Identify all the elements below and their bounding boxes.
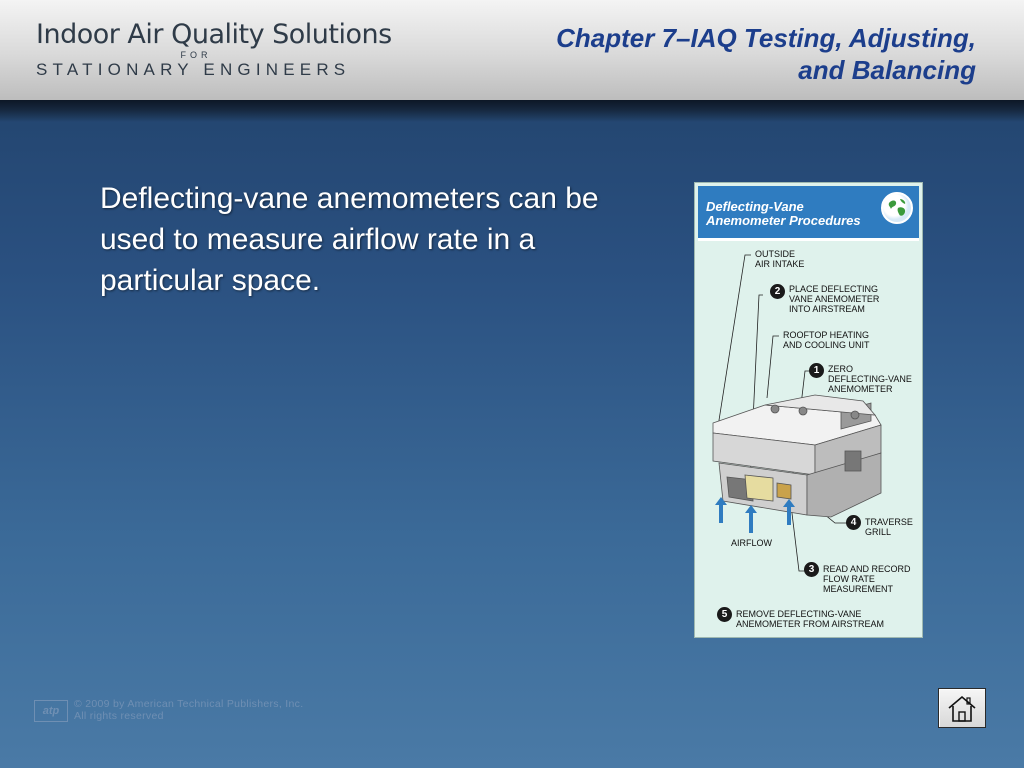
brand-logo	[36, 19, 392, 80]
label-step-2	[789, 284, 879, 314]
label-step5-line1: REMOVE DEFLECTING-VANE	[736, 609, 862, 619]
header-banner	[0, 0, 1024, 100]
label-step3-line1: READ AND RECORD	[823, 564, 911, 574]
slide-body-text: Deflecting-vane anemometers can be used to measure airflow rate in a particular space.	[100, 182, 599, 297]
label-rooftop-line2: AND COOLING UNIT	[783, 340, 870, 350]
home-button[interactable]	[938, 688, 986, 728]
label-step2-line3: INTO AIRSTREAM	[789, 304, 865, 314]
label-airflow: AIRFLOW	[731, 538, 773, 548]
label-step4-line2: GRILL	[865, 527, 892, 537]
label-step-3	[823, 564, 911, 594]
copyright-line2: All rights reserved	[74, 710, 164, 722]
step-4-badge: 4	[846, 515, 861, 530]
logo-subtitle: STATIONARY ENGINEERS	[36, 60, 351, 79]
label-step4-line1: TRAVERSE	[865, 517, 913, 527]
label-rooftop-line1: ROOFTOP HEATING	[783, 330, 870, 340]
publisher-logo: atp	[34, 700, 68, 722]
step-3-badge: 3	[804, 562, 819, 577]
figure-title-line1: Deflecting-Vane	[706, 199, 804, 214]
copyright-notice	[74, 698, 303, 722]
chapter-title-line2: and Balancing	[798, 55, 976, 85]
chapter-title-line1: Chapter 7–IAQ Testing, Adjusting,	[556, 23, 976, 53]
logo-for: FOR	[180, 50, 212, 60]
label-step1-line2: DEFLECTING-VANE	[828, 374, 912, 384]
label-step2-line2: VANE ANEMOMETER	[789, 294, 880, 304]
step-1-badge: 1	[809, 363, 824, 378]
label-step1-line3: ANEMOMETER	[828, 384, 893, 394]
label-step3-line3: MEASUREMENT	[823, 584, 894, 594]
label-outside-air-intake	[755, 249, 804, 269]
figure-title-line2: Anemometer Procedures	[706, 213, 861, 228]
label-outside-air-line1: OUTSIDE	[755, 249, 796, 259]
label-step-4	[865, 517, 913, 537]
step-2-badge: 2	[770, 284, 785, 299]
label-step2-line1: PLACE DEFLECTING	[789, 284, 879, 294]
label-step1-line1: ZERO	[828, 364, 854, 374]
anemometer-procedure-figure	[694, 182, 923, 638]
chapter-title	[456, 22, 976, 86]
label-rooftop-unit	[783, 330, 870, 350]
home-icon	[939, 689, 985, 727]
copyright-line1: © 2009 by American Technical Publishers, Inc.	[74, 698, 304, 710]
label-outside-air-line2: AIR INTAKE	[755, 259, 805, 269]
header-shadow	[0, 100, 1024, 122]
label-step5-line2: ANEMOMETER FROM AIRSTREAM	[736, 619, 885, 629]
label-step-1	[828, 364, 912, 394]
label-step3-line2: FLOW RATE	[823, 574, 875, 584]
logo-title: Indoor Air Quality Solutions	[36, 19, 392, 50]
step-5-badge: 5	[717, 607, 732, 622]
label-step-5	[736, 609, 884, 629]
